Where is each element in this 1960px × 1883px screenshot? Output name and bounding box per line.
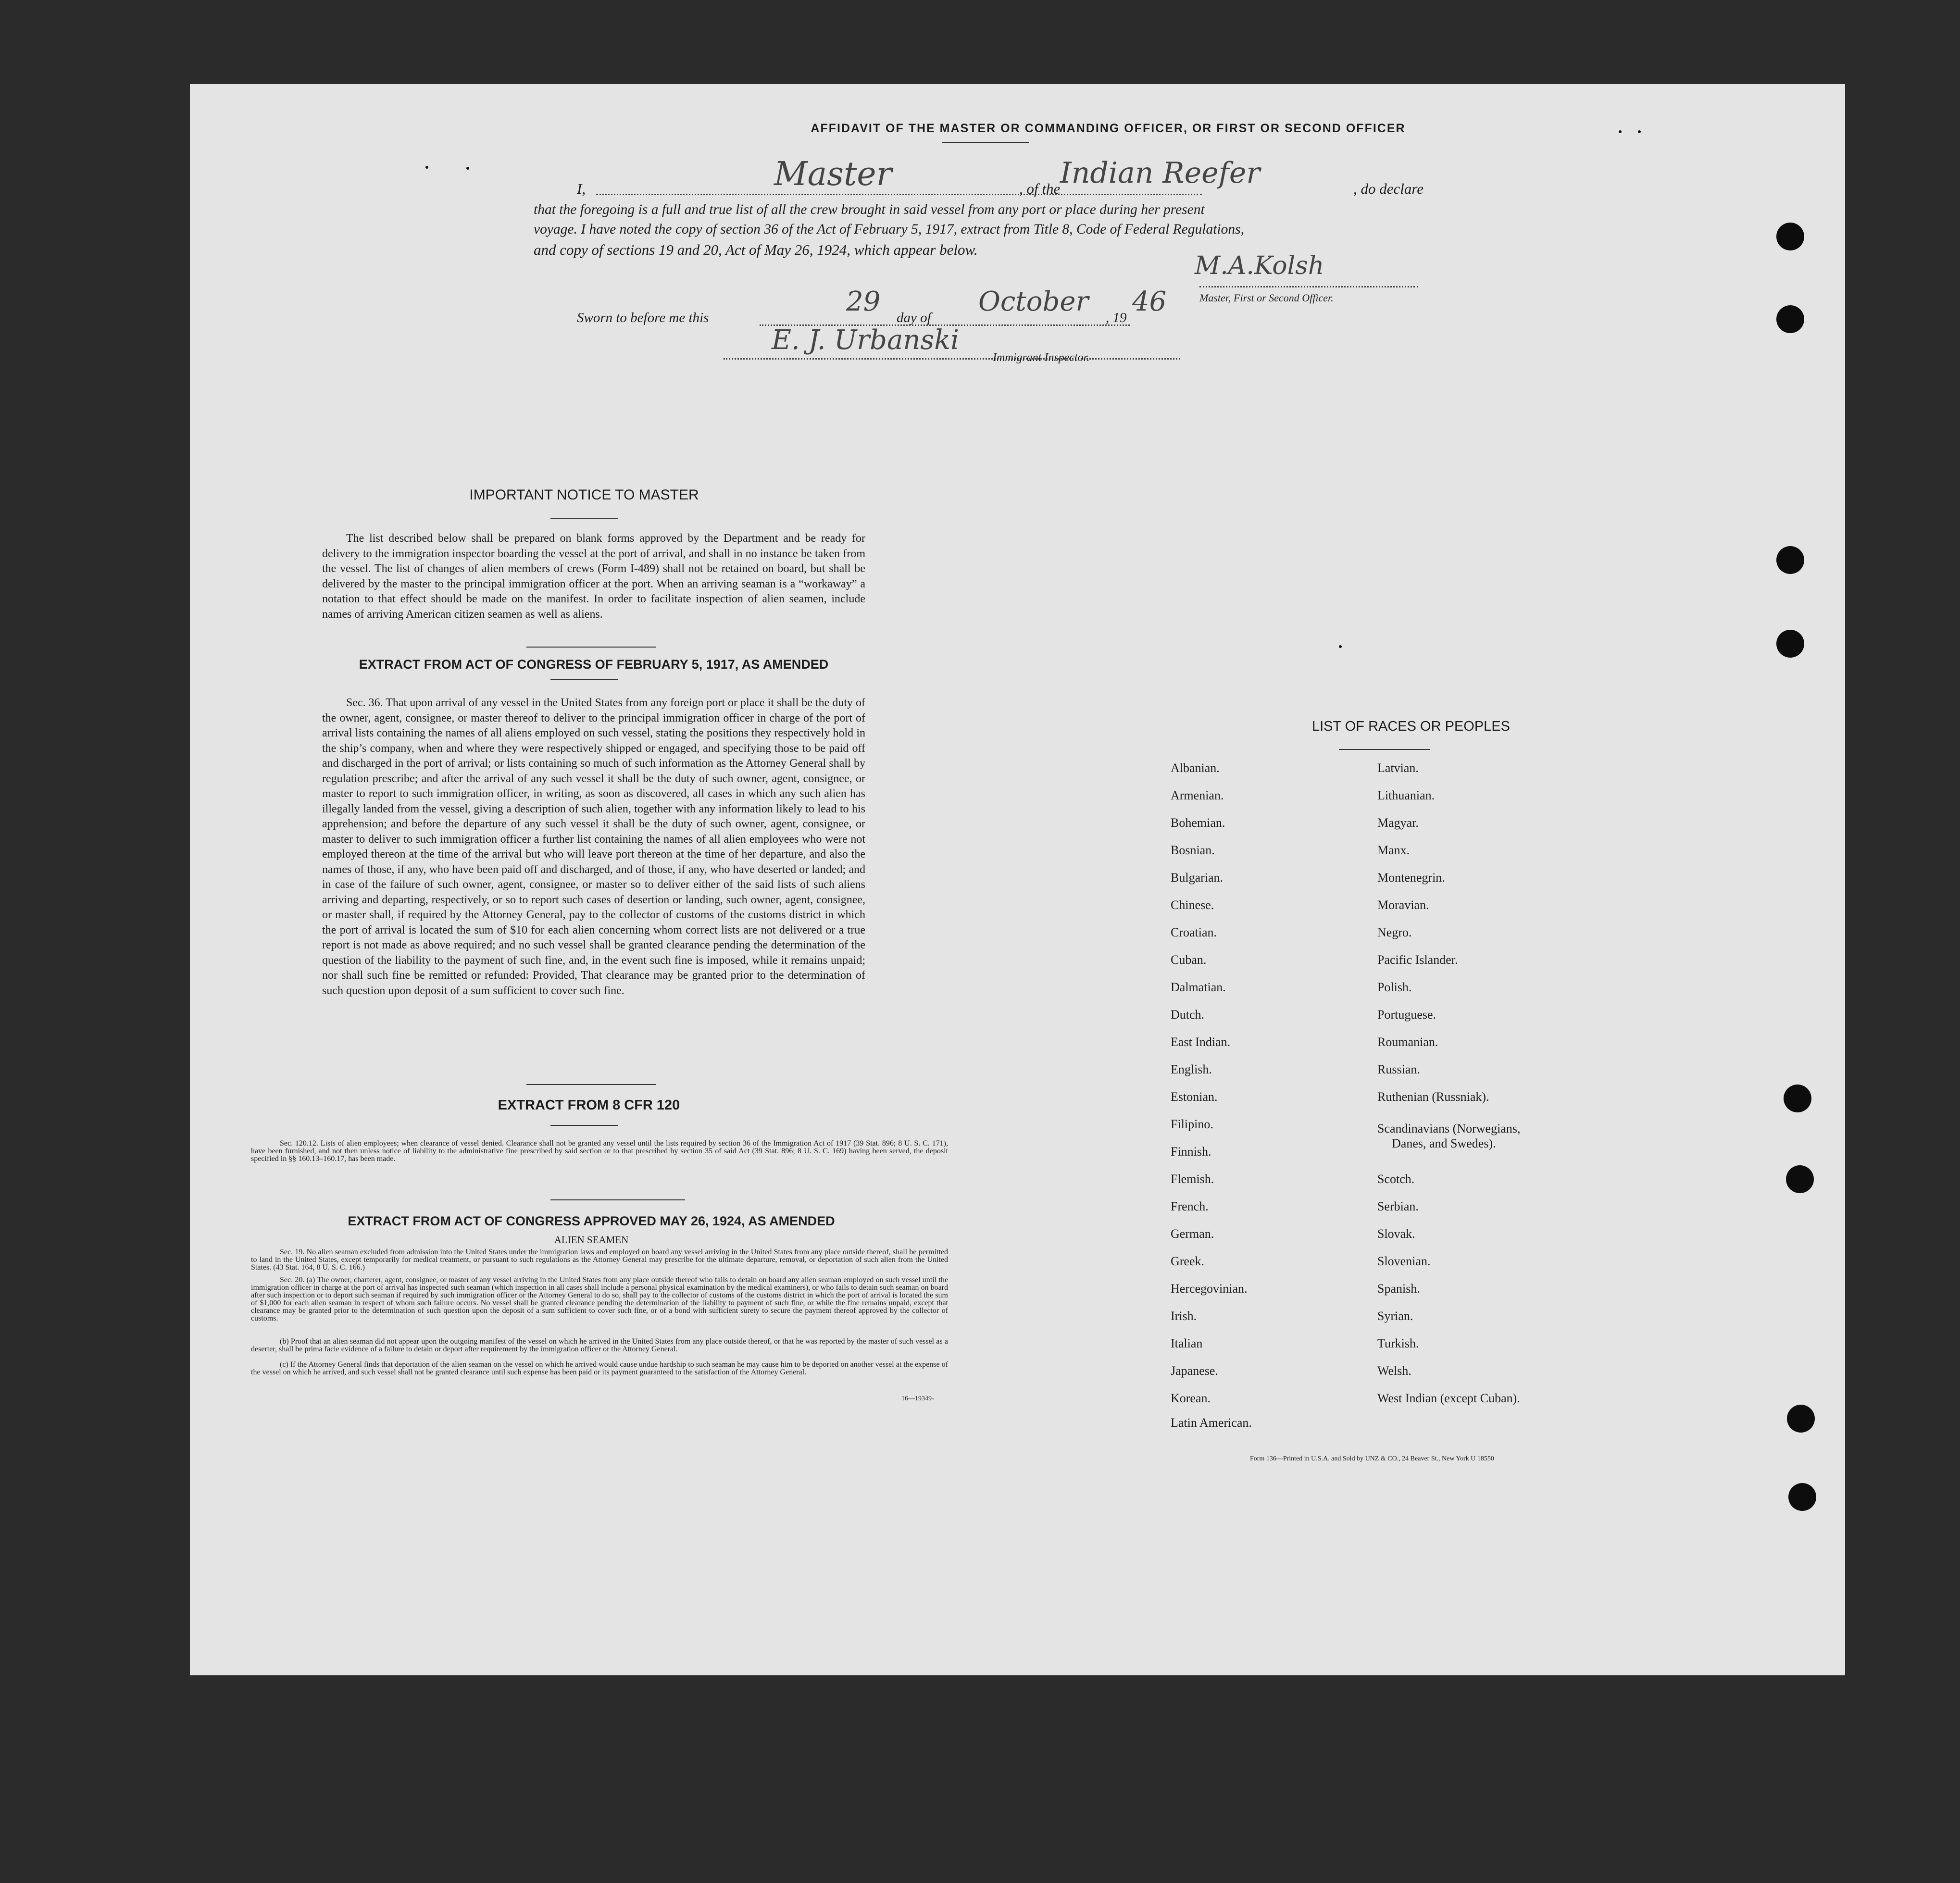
speck-mark bbox=[1619, 130, 1622, 133]
extract-1924-heading: EXTRACT FROM ACT OF CONGRESS APPROVED MAY 26, 1924, AS AMENDED bbox=[348, 1214, 835, 1228]
race-item: Moravian. bbox=[1377, 898, 1429, 912]
race-item: Estonian. bbox=[1171, 1090, 1218, 1104]
race-item: French. bbox=[1171, 1199, 1209, 1213]
race-item: Roumanian. bbox=[1377, 1035, 1438, 1049]
punch-hole bbox=[1776, 223, 1804, 250]
notice-text: The list described below shall be prepared on blank forms approved by the Department and be ready for delivery to the immigration inspector boarding the vessel at the port of arrival, and shall in no instance be taken from the vessel. The list of changes of alien members of crews (Form I-489) shall not be retained on board, but shall be delivered by the master to the principal immigration officer at the port. When an arriving seaman is a “workaway” a notation to that effect should be made on the manifest. In order to facilitate inspection of alien seamen, include names of arriving American citizen seamen as well as aliens. bbox=[322, 532, 865, 621]
race-item: Scandinavians (Norwegians, bbox=[1377, 1122, 1521, 1135]
punch-hole bbox=[1788, 1483, 1816, 1511]
race-item: Turkish. bbox=[1377, 1336, 1419, 1350]
speck-mark bbox=[1638, 130, 1641, 133]
extract-cfr-rule bbox=[550, 1125, 618, 1126]
master-signature-line bbox=[1199, 286, 1418, 287]
race-item: Bosnian. bbox=[1171, 843, 1215, 857]
race-item: Flemish. bbox=[1171, 1172, 1214, 1186]
race-item: Albanian. bbox=[1171, 761, 1220, 775]
extract-cfr-heading: EXTRACT FROM 8 CFR 120 bbox=[498, 1097, 680, 1113]
race-item: Slovenian. bbox=[1377, 1254, 1431, 1268]
inspector-signature-line bbox=[724, 358, 1180, 360]
affidavit-officer-line bbox=[596, 194, 1202, 195]
year-prefix: , 19 bbox=[1106, 310, 1127, 325]
race-item: Latin American. bbox=[1171, 1416, 1252, 1430]
form-number: 16—19349- bbox=[901, 1395, 934, 1402]
punch-hole bbox=[1776, 305, 1804, 333]
sec20b-text: (b) Proof that an alien seaman did not appear upon the outgoing manifest of the vessel on which he arrived in the United States from any place outside thereof, or that he was reported by the master of such vessel as a deserter, shall be prima facie evidence of a failure to detain or deport after requirement by the immigration officer or the Attorney General. bbox=[251, 1337, 948, 1353]
inspector-caption: Immigrant Inspector. bbox=[993, 351, 1090, 364]
race-item: Pacific Islander. bbox=[1377, 953, 1458, 967]
race-item: Cuban. bbox=[1171, 953, 1207, 967]
speck-mark bbox=[425, 166, 428, 169]
race-item: Filipino. bbox=[1171, 1117, 1213, 1131]
punch-hole bbox=[1787, 1405, 1815, 1433]
race-item: Croatian. bbox=[1171, 925, 1217, 939]
race-item: Hercegovinian. bbox=[1171, 1282, 1248, 1296]
race-item: Negro. bbox=[1377, 925, 1412, 939]
affidavit-of-the: , of the bbox=[1019, 180, 1061, 197]
extract-1924-subheading: ALIEN SEAMEN bbox=[554, 1234, 629, 1246]
race-item: Serbian. bbox=[1377, 1199, 1419, 1213]
race-item: Syrian. bbox=[1377, 1309, 1413, 1323]
extract-cfr-text: Sec. 120.12. Lists of alien employees; when clearance of vessel denied. Clearance shall not be granted any vessel until the lists required by section 36 of the Immigration Act of 1917 (39 Stat. 896; 8 U. S. C. 171), have been furnished, and not then unless notice of liability to the administrative fine prescribed by said section or to that prescribed by section 35 of said Act (39 Stat. 896; 8 U. S. C. 169) having been served, the deposit specified in §§ 160.13–160.17, has been made. bbox=[251, 1139, 948, 1163]
filled-month: October bbox=[978, 286, 1089, 317]
master-signature-caption: Master, First or Second Officer. bbox=[1199, 292, 1334, 304]
sec20a-text: Sec. 20. (a) The owner, charterer, agent, consignee, or master of any vessel arriving in the United States from any place outside thereof who fails to detain on board any alien seaman employed on such vessel until the immigration officer in charge at the port of arrival has inspected such seaman (which inspection in all cases shall include a personal physical examination by the medical examiners), or who fails to detain such seaman on board after such inspection or to deport such seaman if required by such immigration officer or the Attorney General to do so, shall pay to the collector of customs of the customs district in which the port of arrival is located the sum of $1,000 for each alien seaman in respect of whom such failure occurs. No vessel shall be granted clearance pending the determination of the liability to payment of such fine, or while the fine remains unpaid, except that clearance may be granted prior to the determination of such question upon the deposit of a sum sufficient to cover such fine, or of a bond with sufficient surety to secure the payment thereof approved by the collector of customs. bbox=[251, 1276, 948, 1322]
extract-1917-heading: EXTRACT FROM ACT OF CONGRESS OF FEBRUARY 5, 1917, AS AMENDED bbox=[359, 657, 829, 672]
printer-footer: Form 136—Printed in U.S.A. and Sold by UNZ & CO., 24 Beaver St., New York U 18550 bbox=[1250, 1455, 1494, 1462]
document-page bbox=[190, 84, 1845, 1675]
race-item: Irish. bbox=[1171, 1309, 1197, 1323]
extract-1917-text: Sec. 36. That upon arrival of any vessel in the United States from any foreign port or place it shall be the duty of the owner, agent, consignee, or master thereof to deliver to the principal immigration officer in charge of the port of arrival lists containing the names of all aliens employed on such vessel, stating the positions they respectively hold in the ship’s company, when and where they were respectively shipped or engaged, and specifying those to be paid off and discharged in the port of arrival; or lists containing so much of such information as the Attorney General shall by regulation prescribe; and after the arrival of any such vessel it shall be the duty of such owner, agent, consignee, or master to report to such immigration officer, in writing, as soon as discovered, all cases in which any such alien has illegally landed from the vessel, giving a description of such alien, together with any information likely to lead to his apprehension; and before the departure of any such vessel it shall be the duty of such owner, agent, consignee, or master to deliver to such immigration officer a further list containing the names of all alien employees who were not employed thereon at the time of the arrival but who will leave port thereon at the time of her departure, and also the names of those, if any, who have been paid off and discharged, and of those, if any, who have deserted or landed; and in case of the failure of such owner, agent, consignee, or master so to deliver either of the said lists of such aliens arriving and departing, respectively, or so to report such cases of desertion or landing, such owner, agent, consignee, or master shall, if required by the Attorney General, pay to the collector of customs of the customs district in which the port of arrival is located the sum of $10 for each alien concerning whom correct lists are not delivered or a true report is not made as above required; and no such vessel shall be granted clearance pending the determination of the question of the liability to the payment of such fine, and, in the event such fine is imposed, while it remains unpaid; nor shall such fine be remitted or refunded: Provided, That clearance may be granted prior to the determination of such question upon deposit of a sum sufficient to cover such fine. bbox=[322, 697, 865, 997]
notice-heading: IMPORTANT NOTICE TO MASTER bbox=[469, 487, 699, 503]
race-item: Slovak. bbox=[1377, 1227, 1415, 1241]
race-item: Ruthenian (Russniak). bbox=[1377, 1090, 1489, 1104]
race-item: Polish. bbox=[1377, 980, 1412, 994]
affidavit-do-declare: , do declare bbox=[1353, 180, 1424, 197]
race-item: West Indian (except Cuban). bbox=[1377, 1391, 1520, 1405]
race-item: Chinese. bbox=[1171, 898, 1214, 912]
affidavit-i: I, bbox=[577, 180, 586, 197]
race-item: Bulgarian. bbox=[1171, 871, 1223, 885]
races-heading: LIST OF RACES OR PEOPLES bbox=[1311, 719, 1511, 734]
filled-day: 29 bbox=[846, 286, 881, 317]
filled-vessel: Indian Reefer bbox=[1060, 156, 1261, 190]
notice-rule bbox=[550, 518, 618, 519]
race-item: Bohemian. bbox=[1171, 816, 1225, 830]
filled-year: 46 bbox=[1132, 286, 1167, 317]
race-item: Spanish. bbox=[1377, 1282, 1420, 1296]
race-item: Dutch. bbox=[1171, 1008, 1205, 1022]
notice-divider bbox=[526, 647, 656, 648]
race-item: Lithuanian. bbox=[1377, 788, 1435, 802]
race-item: Finnish. bbox=[1171, 1145, 1211, 1159]
speck-mark bbox=[466, 167, 469, 170]
race-item: Scotch. bbox=[1377, 1172, 1415, 1186]
race-item: Dalmatian. bbox=[1171, 980, 1226, 994]
race-item: Danes, and Swedes). bbox=[1392, 1136, 1496, 1150]
affidavit-title: AFFIDAVIT OF THE MASTER OR COMMANDING OFFICER, OR FIRST OR SECOND OFFICER bbox=[811, 122, 1406, 135]
race-item: Manx. bbox=[1377, 843, 1410, 857]
race-item: English. bbox=[1171, 1062, 1212, 1076]
race-item: Portuguese. bbox=[1377, 1008, 1436, 1022]
race-item: Japanese. bbox=[1171, 1364, 1218, 1378]
affidavit-line4: and copy of sections 19 and 20, Act of May 26, 1924, which appear below. bbox=[534, 241, 978, 258]
speck-mark bbox=[1339, 645, 1342, 648]
inspector-signature: E. J. Urbanski bbox=[772, 324, 960, 356]
punch-hole bbox=[1786, 1165, 1814, 1193]
sec20c-text: (c) If the Attorney General finds that deportation of the alien seaman on the vessel on which he arrived would cause undue hardship to such seaman he may cause him to be deported on another vessel at the expense of the vessel on which he arrived, and such vessel shall not be granted clearance until such expense has been paid or its payment guaranteed to the satisfaction of the Attorney General. bbox=[251, 1360, 948, 1376]
extract-1917-rule bbox=[550, 679, 618, 680]
race-item: East Indian. bbox=[1171, 1035, 1231, 1049]
punch-hole bbox=[1776, 546, 1804, 574]
affidavit-line2: that the foregoing is a full and true list of all the crew brought in said vessel from any port or place during her present bbox=[534, 202, 1205, 217]
extract-cfr-divider bbox=[550, 1199, 685, 1200]
race-item: Montenegrin. bbox=[1377, 871, 1445, 885]
race-item: Latvian. bbox=[1377, 761, 1419, 775]
filled-officer: Master bbox=[774, 155, 892, 193]
sworn-prefix: Sworn to before me this bbox=[577, 310, 709, 325]
extract-1917-divider bbox=[526, 1084, 656, 1085]
sec19-text: Sec. 19. No alien seaman excluded from admission into the United States under the immigration laws and employed on board any vessel arriving in the United States from any place outside thereof, shall be permitted to land in the United States, except temporarily for medical treatment, or pursuant to such regulations as the Attorney General may prescribe for the ultimate departure, removal, or deportation of such alien from the United States. (43 Stat. 164, 8 U. S. C. 166.) bbox=[251, 1248, 948, 1272]
race-item: Korean. bbox=[1171, 1391, 1211, 1405]
race-item: Magyar. bbox=[1377, 816, 1419, 830]
day-of: day of bbox=[897, 310, 931, 325]
punch-hole bbox=[1784, 1085, 1811, 1112]
title-rule bbox=[942, 142, 1029, 143]
races-rule bbox=[1339, 749, 1430, 750]
race-item: German. bbox=[1171, 1227, 1214, 1241]
master-signature: M.A.Kolsh bbox=[1195, 251, 1324, 280]
race-item: Italian bbox=[1171, 1336, 1203, 1350]
race-item: Russian. bbox=[1377, 1062, 1420, 1076]
race-item: Armenian. bbox=[1171, 788, 1224, 802]
race-item: Welsh. bbox=[1377, 1364, 1411, 1378]
race-item: Greek. bbox=[1171, 1254, 1205, 1268]
punch-hole bbox=[1776, 630, 1804, 658]
affidavit-line3: voyage. I have noted the copy of section 36 of the Act of February 5, 1917, extract from Title 8, Code of Federal Regulations, bbox=[534, 222, 1244, 237]
